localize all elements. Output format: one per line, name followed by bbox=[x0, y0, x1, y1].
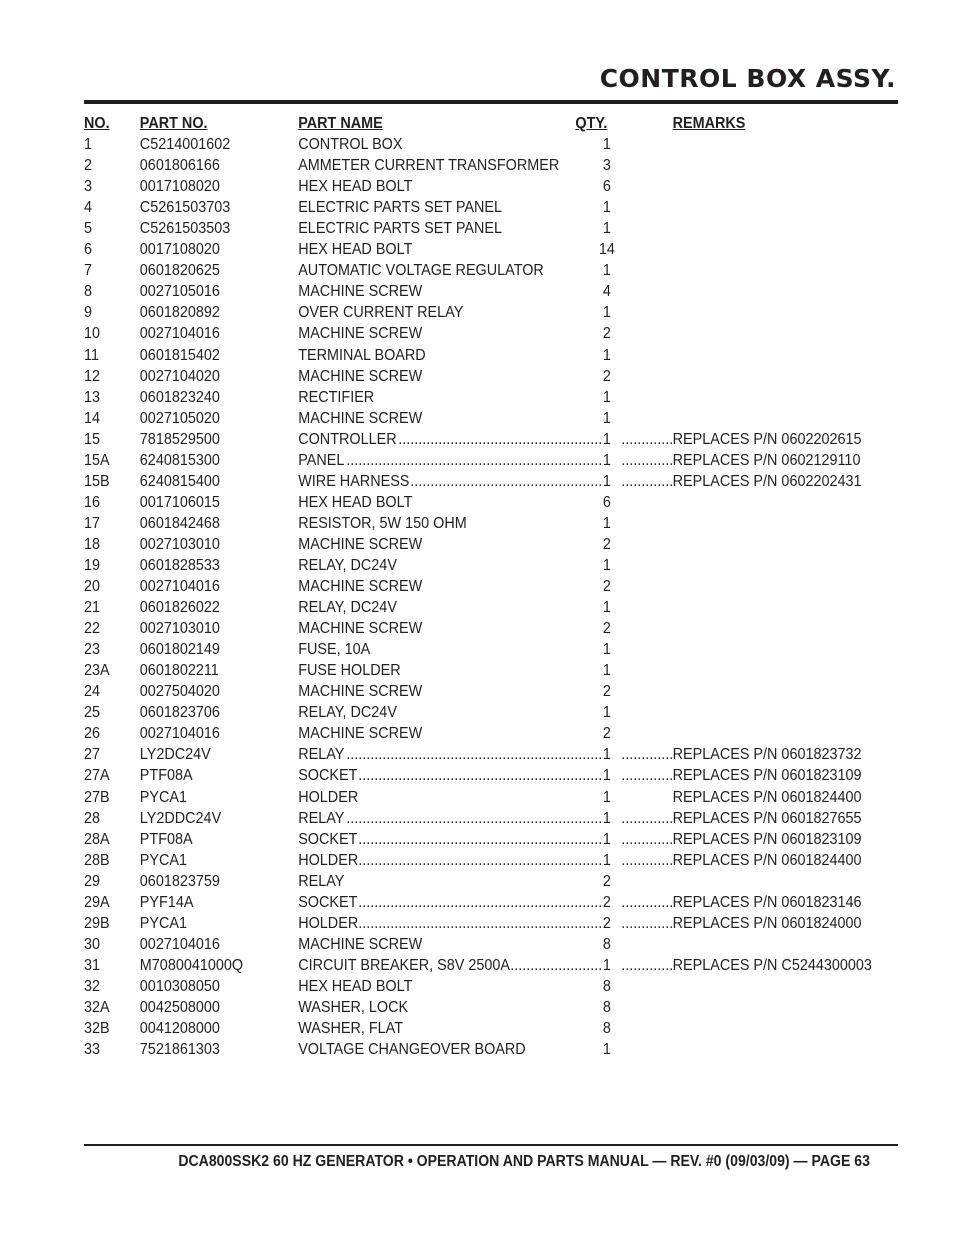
cell-qty: 1 bbox=[602, 704, 611, 722]
table-row bbox=[84, 808, 862, 829]
cell-part-no: 0027105016 bbox=[139, 283, 220, 301]
cell-qty: 2 bbox=[602, 535, 611, 553]
cell-qty: 2 bbox=[602, 872, 611, 890]
cell-no: 18 bbox=[84, 535, 101, 553]
cell-part-no: 0027104016 bbox=[139, 578, 220, 596]
cell-part-no: 0017108020 bbox=[139, 241, 220, 259]
cell-remarks: REPLACES P/N 0601824000 bbox=[673, 913, 862, 934]
cell-no: 24 bbox=[84, 683, 101, 701]
cell-qty: 3 bbox=[602, 157, 611, 175]
cell-qty: 2 bbox=[602, 892, 613, 913]
table-row bbox=[84, 345, 817, 366]
cell-remarks: REPLACES P/N 0601823146 bbox=[673, 892, 862, 913]
cell-part-no: 0027104016 bbox=[139, 935, 220, 953]
cell-part-no: C5261503503 bbox=[139, 220, 231, 238]
cell-no: 22 bbox=[84, 620, 101, 638]
cell-part-no: 0027504020 bbox=[139, 683, 220, 701]
table-row bbox=[84, 218, 817, 239]
cell-part-no: 7818529500 bbox=[139, 430, 220, 448]
cell-qty: 4 bbox=[602, 283, 611, 301]
table-row bbox=[84, 471, 862, 492]
header-rule bbox=[84, 100, 898, 104]
cell-part-name: HEX HEAD BOLT bbox=[298, 241, 413, 259]
cell-part-no: 0601802211 bbox=[139, 662, 219, 680]
cell-part-name: ELECTRIC PARTS SET PANEL bbox=[298, 220, 502, 238]
cell-no: 15 bbox=[84, 430, 101, 448]
cell-part-no: PYCA1 bbox=[139, 788, 188, 806]
cell-qty: 1 bbox=[602, 850, 613, 871]
table-row bbox=[84, 976, 817, 997]
cell-remarks: REPLACES P/N 0601824400 bbox=[673, 850, 862, 871]
table-row bbox=[84, 744, 862, 765]
cell-no: 29A bbox=[84, 893, 110, 911]
cell-no: 9 bbox=[84, 304, 93, 322]
cell-part-no: 0027104020 bbox=[139, 367, 220, 385]
cell-part-no: 0027104016 bbox=[139, 325, 220, 343]
cell-part-name: HOLDER bbox=[298, 913, 359, 934]
table-row bbox=[84, 913, 862, 934]
cell-part-no: 0601823706 bbox=[139, 704, 220, 722]
cell-part-name: WASHER, LOCK bbox=[298, 998, 409, 1016]
cell-part-name: RELAY, DC24V bbox=[298, 704, 397, 722]
cell-no: 10 bbox=[84, 325, 101, 343]
cell-qty: 1 bbox=[602, 220, 611, 238]
cell-part-name: WASHER, FLAT bbox=[298, 1020, 404, 1038]
cell-part-name: TERMINAL BOARD bbox=[298, 346, 426, 364]
page-footer bbox=[84, 1153, 898, 1171]
cell-no: 23A bbox=[84, 662, 110, 680]
table-row bbox=[84, 155, 817, 176]
table-row bbox=[84, 997, 817, 1018]
cell-part-name: SOCKET bbox=[298, 765, 358, 786]
cell-qty: 1 bbox=[602, 199, 611, 217]
cell-part-name: SOCKET bbox=[298, 829, 358, 850]
cell-part-name: CONTROLLER bbox=[298, 429, 397, 450]
cell-part-no: PYCA1 bbox=[139, 851, 188, 869]
cell-qty: 2 bbox=[602, 620, 611, 638]
cell-no: 30 bbox=[84, 935, 101, 953]
cell-no: 29B bbox=[84, 914, 110, 932]
table-row bbox=[84, 892, 862, 913]
cell-remarks: REPLACES P/N 0602202615 bbox=[673, 429, 862, 450]
table-row bbox=[84, 281, 817, 302]
cell-qty: 2 bbox=[602, 725, 611, 743]
cell-part-name: RELAY bbox=[298, 744, 345, 765]
cell-part-name: MACHINE SCREW bbox=[298, 535, 423, 553]
cell-qty: 1 bbox=[602, 765, 613, 786]
cell-part-no: 0601826022 bbox=[139, 599, 220, 617]
cell-no: 25 bbox=[84, 704, 101, 722]
header-no: NO. bbox=[84, 115, 110, 132]
cell-part-no: 0601820892 bbox=[139, 304, 220, 322]
table-row bbox=[84, 871, 817, 892]
cell-no: 32A bbox=[84, 998, 110, 1016]
cell-part-no: 0601820625 bbox=[139, 262, 220, 280]
table-header bbox=[84, 113, 817, 134]
table-row bbox=[84, 639, 817, 660]
cell-remarks: REPLACES P/N 0601824400 bbox=[672, 788, 862, 806]
cell-part-name: MACHINE SCREW bbox=[298, 935, 423, 953]
table-row bbox=[84, 955, 872, 976]
cell-part-name: MACHINE SCREW bbox=[298, 283, 423, 301]
cell-no: 8 bbox=[84, 283, 93, 301]
cell-part-name: FUSE, 10A bbox=[298, 641, 371, 659]
cell-no: 1 bbox=[84, 136, 93, 154]
cell-part-no: C5261503703 bbox=[139, 199, 231, 217]
cell-no: 4 bbox=[84, 199, 93, 217]
cell-remarks: REPLACES P/N 0601823109 bbox=[673, 829, 862, 850]
cell-part-no: 0601806166 bbox=[139, 157, 220, 175]
cell-part-name: ELECTRIC PARTS SET PANEL bbox=[298, 199, 502, 217]
table-row bbox=[84, 134, 817, 155]
cell-part-name: WIRE HARNESS bbox=[298, 471, 410, 492]
cell-part-name: RELAY bbox=[298, 808, 345, 829]
cell-no: 7 bbox=[84, 262, 93, 280]
cell-part-no: 7521861303 bbox=[139, 1041, 220, 1059]
cell-part-name: HEX HEAD BOLT bbox=[298, 178, 413, 196]
cell-qty: 1 bbox=[602, 136, 611, 154]
cell-qty: 8 bbox=[602, 935, 611, 953]
table-row bbox=[84, 408, 817, 429]
parts-table bbox=[84, 113, 872, 1060]
cell-part-no: 0027103010 bbox=[139, 535, 220, 553]
cell-no: 19 bbox=[84, 556, 101, 574]
cell-remarks: REPLACES P/N 0601823732 bbox=[673, 744, 862, 765]
cell-part-name: PANEL bbox=[298, 450, 345, 471]
cell-part-no: 0027105020 bbox=[139, 409, 220, 427]
cell-no: 16 bbox=[84, 493, 101, 511]
table-row bbox=[84, 513, 817, 534]
cell-no: 20 bbox=[84, 578, 101, 596]
cell-qty: 1 bbox=[602, 450, 613, 471]
header-remarks: REMARKS bbox=[672, 115, 746, 132]
table-row bbox=[84, 534, 817, 555]
cell-qty: 1 bbox=[602, 788, 611, 806]
cell-qty: 1 bbox=[602, 599, 611, 617]
table-row bbox=[84, 555, 817, 576]
table-row bbox=[84, 302, 817, 323]
cell-part-name: RELAY, DC24V bbox=[298, 599, 397, 617]
page-title: CONTROL BOX ASSY. bbox=[599, 64, 896, 93]
cell-qty: 2 bbox=[602, 683, 611, 701]
cell-part-name: VOLTAGE CHANGEOVER BOARD bbox=[298, 1041, 526, 1059]
cell-qty: 1 bbox=[602, 409, 611, 427]
cell-part-name: RELAY, DC24V bbox=[298, 556, 397, 574]
table-row bbox=[84, 576, 817, 597]
table-row bbox=[84, 829, 862, 850]
cell-part-no: M7080041000Q bbox=[139, 956, 244, 974]
table-row bbox=[84, 787, 862, 808]
cell-qty: 8 bbox=[602, 998, 611, 1016]
cell-no: 32B bbox=[84, 1020, 110, 1038]
table-row bbox=[84, 1039, 817, 1060]
cell-qty: 1 bbox=[602, 346, 611, 364]
cell-no: 26 bbox=[84, 725, 101, 743]
cell-part-name: MACHINE SCREW bbox=[298, 325, 423, 343]
cell-part-no: 0027103010 bbox=[139, 620, 220, 638]
cell-no: 27B bbox=[84, 788, 110, 806]
cell-qty: 1 bbox=[602, 262, 611, 280]
cell-no: 29 bbox=[84, 872, 101, 890]
cell-part-no: 0601802149 bbox=[139, 641, 220, 659]
cell-qty: 1 bbox=[602, 1041, 611, 1059]
cell-qty: 8 bbox=[602, 1020, 611, 1038]
cell-qty: 1 bbox=[602, 744, 613, 765]
header-part-name: PART NAME bbox=[298, 115, 383, 132]
cell-no: 32 bbox=[84, 977, 101, 995]
table-row bbox=[84, 934, 817, 955]
table-row bbox=[84, 260, 817, 281]
table-row bbox=[84, 176, 817, 197]
cell-no: 13 bbox=[84, 388, 101, 406]
table-row bbox=[84, 702, 817, 723]
table-row bbox=[84, 366, 817, 387]
cell-part-name: MACHINE SCREW bbox=[298, 367, 423, 385]
cell-no: 28 bbox=[84, 809, 101, 827]
cell-no: 5 bbox=[84, 220, 93, 238]
cell-part-no: 0601842468 bbox=[139, 514, 220, 532]
cell-no: 27A bbox=[84, 767, 110, 785]
cell-part-name: AMMETER CURRENT TRANSFORMER bbox=[298, 157, 560, 175]
cell-no: 23 bbox=[84, 641, 101, 659]
cell-qty: 1 bbox=[602, 641, 611, 659]
cell-no: 14 bbox=[84, 409, 101, 427]
cell-qty: 8 bbox=[602, 977, 611, 995]
cell-remarks: REPLACES P/N 0601823109 bbox=[673, 765, 862, 786]
cell-part-name: FUSE HOLDER bbox=[298, 662, 401, 680]
cell-qty: 1 bbox=[602, 808, 613, 829]
cell-no: 27 bbox=[84, 746, 101, 764]
cell-part-no: PTF08A bbox=[139, 767, 193, 785]
table-row bbox=[84, 450, 861, 471]
cell-remarks: REPLACES P/N 0602129110 bbox=[673, 450, 861, 471]
cell-part-no: 6240815400 bbox=[139, 472, 220, 490]
table-row bbox=[84, 660, 817, 681]
table-row bbox=[84, 492, 817, 513]
cell-no: 2 bbox=[84, 157, 93, 175]
cell-part-name: MACHINE SCREW bbox=[298, 409, 423, 427]
cell-part-name: HEX HEAD BOLT bbox=[298, 493, 413, 511]
cell-part-no: 0017108020 bbox=[139, 178, 220, 196]
cell-part-no: PTF08A bbox=[139, 830, 193, 848]
cell-part-no: 0010308050 bbox=[139, 977, 220, 995]
table-row bbox=[84, 723, 817, 744]
cell-qty: 1 bbox=[602, 829, 613, 850]
cell-part-name: MACHINE SCREW bbox=[298, 620, 423, 638]
table-row bbox=[84, 197, 817, 218]
cell-no: 28B bbox=[84, 851, 110, 869]
cell-part-name: CIRCUIT BREAKER, S8V 2500A bbox=[298, 955, 511, 976]
cell-remarks: REPLACES P/N C5244300003 bbox=[673, 955, 872, 976]
cell-qty: 1 bbox=[602, 556, 611, 574]
cell-part-name: RELAY bbox=[298, 872, 345, 890]
header-part-no: PART NO. bbox=[139, 115, 208, 132]
cell-part-no: 0017106015 bbox=[139, 493, 220, 511]
cell-part-no: 0027104016 bbox=[139, 725, 220, 743]
cell-part-no: 0041208000 bbox=[139, 1020, 220, 1038]
cell-part-name: RECTIFIER bbox=[298, 388, 375, 406]
table-row bbox=[84, 597, 817, 618]
cell-no: 3 bbox=[84, 178, 93, 196]
cell-no: 33 bbox=[84, 1041, 101, 1059]
table-row bbox=[84, 850, 862, 871]
cell-part-no: 6240815300 bbox=[139, 451, 220, 469]
footer-rule bbox=[84, 1144, 898, 1146]
cell-part-no: C5214001602 bbox=[139, 136, 231, 154]
cell-part-name: MACHINE SCREW bbox=[298, 725, 423, 743]
cell-part-no: 0601815402 bbox=[139, 346, 220, 364]
cell-qty: 6 bbox=[602, 493, 611, 511]
cell-qty: 6 bbox=[602, 178, 611, 196]
table-row bbox=[84, 681, 817, 702]
cell-no: 6 bbox=[84, 241, 93, 259]
cell-no: 15B bbox=[84, 472, 110, 490]
cell-qty: 1 bbox=[602, 662, 611, 680]
cell-no: 15A bbox=[84, 451, 110, 469]
cell-no: 17 bbox=[84, 514, 101, 532]
table-row bbox=[84, 1018, 817, 1039]
cell-part-no: 0601823240 bbox=[139, 388, 220, 406]
cell-qty: 2 bbox=[602, 578, 611, 596]
cell-part-name: HOLDER bbox=[298, 788, 359, 806]
cell-part-no: PYF14A bbox=[139, 893, 194, 911]
cell-qty: 2 bbox=[602, 367, 611, 385]
cell-no: 11 bbox=[84, 346, 99, 364]
cell-qty: 2 bbox=[602, 913, 613, 934]
cell-part-name: RESISTOR, 5W 150 OHM bbox=[298, 514, 467, 532]
cell-part-no: LY2DDC24V bbox=[139, 809, 222, 827]
cell-part-name: AUTOMATIC VOLTAGE REGULATOR bbox=[298, 262, 544, 280]
cell-part-name: OVER CURRENT RELAY bbox=[298, 304, 464, 322]
cell-part-no: 0601823759 bbox=[139, 872, 220, 890]
cell-part-no: PYCA1 bbox=[139, 914, 188, 932]
cell-no: 31 bbox=[84, 956, 101, 974]
cell-remarks: REPLACES P/N 0602202431 bbox=[673, 471, 862, 492]
cell-remarks: REPLACES P/N 0601827655 bbox=[673, 808, 862, 829]
cell-part-no: 0601828533 bbox=[139, 556, 220, 574]
cell-no: 28A bbox=[84, 830, 110, 848]
cell-no: 12 bbox=[84, 367, 101, 385]
cell-qty: 1 bbox=[602, 955, 613, 976]
cell-qty: 1 bbox=[602, 429, 613, 450]
cell-part-name: HOLDER bbox=[298, 850, 359, 871]
cell-part-no: LY2DC24V bbox=[139, 746, 211, 764]
cell-qty: 1 bbox=[602, 388, 611, 406]
cell-part-name: MACHINE SCREW bbox=[298, 683, 423, 701]
table-row bbox=[84, 323, 817, 344]
table-row bbox=[84, 239, 817, 260]
cell-qty: 1 bbox=[602, 514, 611, 532]
cell-part-name: SOCKET bbox=[298, 892, 358, 913]
table-row bbox=[84, 429, 862, 450]
cell-qty: 1 bbox=[602, 471, 613, 492]
table-row bbox=[84, 387, 817, 408]
cell-qty: 2 bbox=[602, 325, 611, 343]
footer-text: DCA800SSK2 60 HZ GENERATOR • OPERATION AND PARTS MANUAL — REV. #0 (09/03/09) — PAGE 63 bbox=[178, 1153, 870, 1170]
cell-no: 21 bbox=[84, 599, 101, 617]
cell-qty: 14 bbox=[598, 241, 615, 259]
cell-part-name: MACHINE SCREW bbox=[298, 578, 423, 596]
cell-part-no: 0042508000 bbox=[139, 998, 220, 1016]
header-qty: QTY. bbox=[575, 115, 608, 132]
cell-qty: 1 bbox=[602, 304, 611, 322]
cell-part-name: HEX HEAD BOLT bbox=[298, 977, 413, 995]
cell-part-name: CONTROL BOX bbox=[298, 136, 403, 154]
table-row bbox=[84, 618, 817, 639]
table-row bbox=[84, 765, 862, 786]
